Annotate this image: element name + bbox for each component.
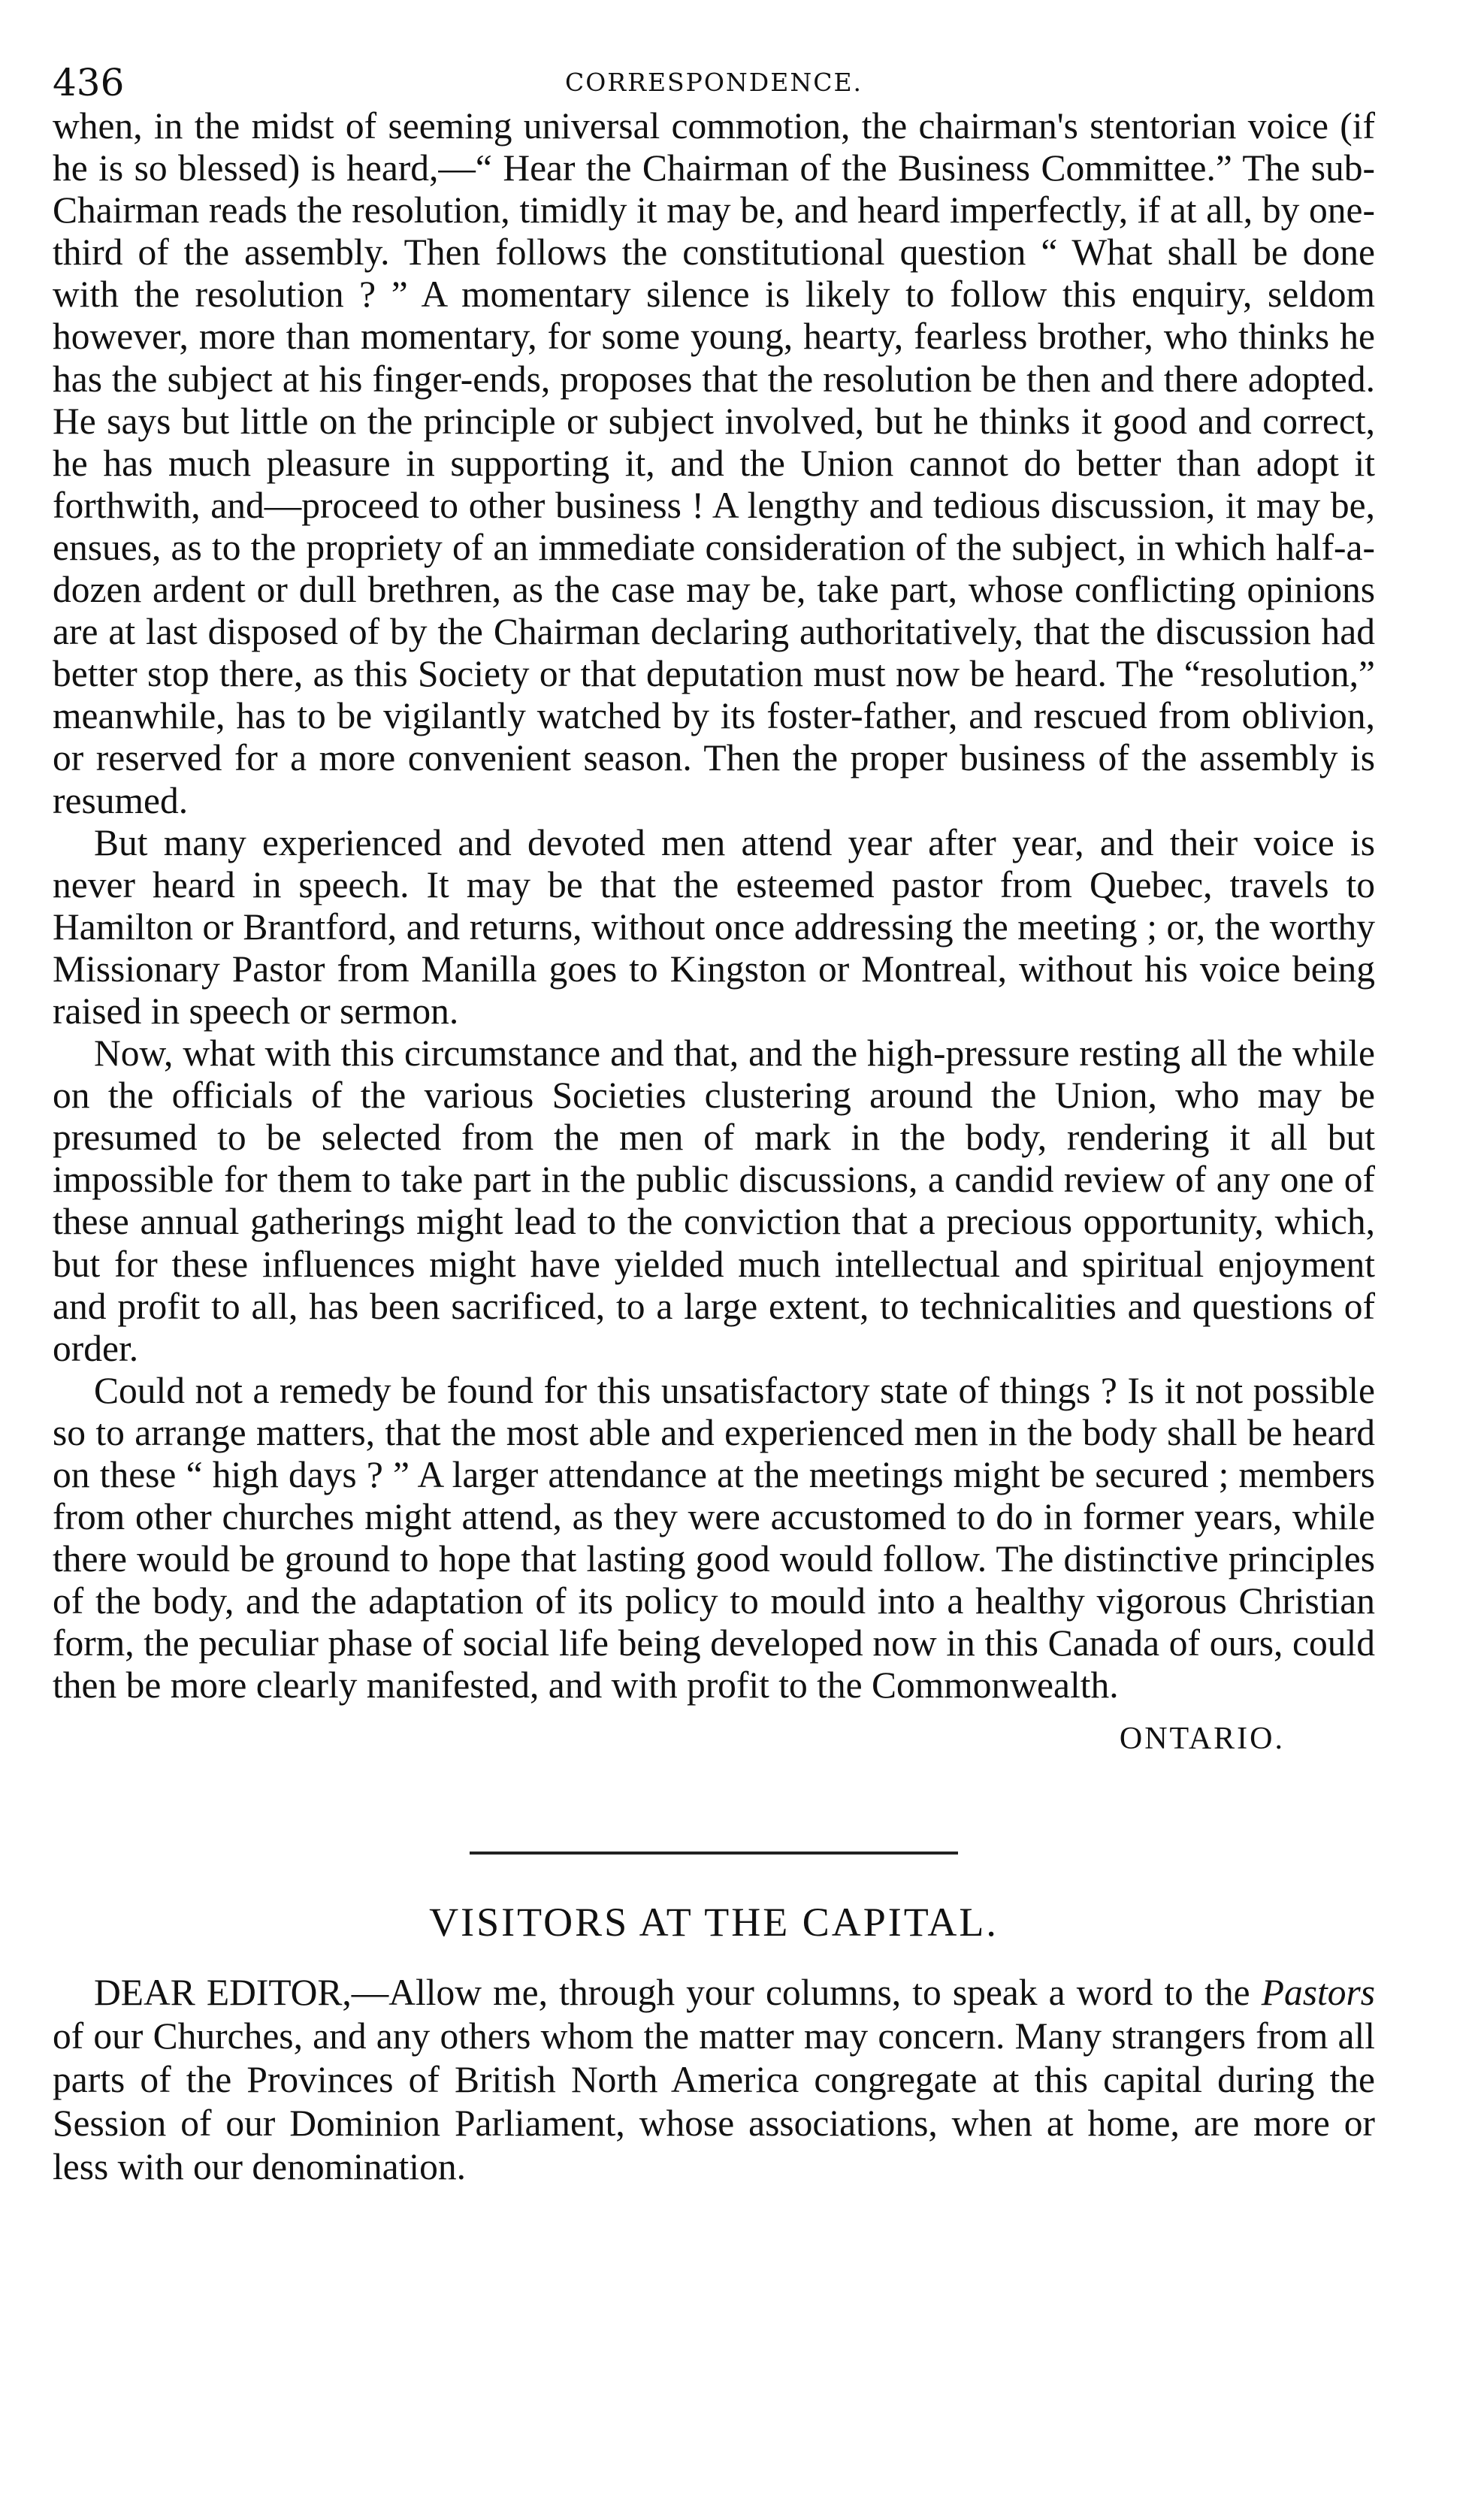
signature: ONTARIO. bbox=[1119, 1721, 1285, 1756]
running-head: CORRESPONDENCE. bbox=[564, 68, 863, 97]
salutation: DEAR EDITOR, bbox=[94, 1971, 352, 2013]
section-title: VISITORS AT THE CAPITAL. bbox=[429, 1899, 999, 1945]
paragraph-2: But many experienced and devoted men attend year after year, and their voice is never heard in speech. It may be that the esteemed pastor from Quebec, travels to Hamilton or Brantford, and returns, without once addressing the meeting ; or, the worthy Missionary Pastor from Manilla goes to Kingston or Montreal, without his voice being raised in speech or sermon. bbox=[53, 821, 1375, 1032]
page bbox=[53, 30, 1375, 2189]
letter-text-part2: of our Churches, and any others whom the matter may concern. Many strangers from all parts of the Provinces of British North America congregate at this capital during the Session of our Dominion Parliament, whose associations, when at home, are more or less with our denomination. bbox=[53, 2015, 1375, 2187]
paragraph-1: when, in the midst of seeming universal commotion, the chairman's stentorian voice (if he is so blessed) is heard,—“ Hear the Chairman of the Business Committee.” The sub-Chairman reads the resolution, timidly it may be, and heard imperfectly, if at all, by one-third of the assembly. Then follows the constitutional question “ What shall be done with the resolution ? ” A momentary silence is likely to follow this enquiry, seldom however, more than momentary, for some young, hearty, fearless brother, who thinks he has the subject at his finger-ends, proposes that the resolution be then and there adopted. He says but little on the principle or subject involved, but he thinks it good and correct, he has much pleasure in supporting it, and the Union cannot do better than adopt it forthwith, and—proceed to other business ! A lengthy and tedious discussion, it may be, ensues, as to the propriety of an immediate consideration of the subject, in which half-a-dozen ardent or dull brethren, as the case may be, take part, whose conflicting opinions are at last disposed of by the Chairman declaring authoritatively, that the discussion had better stop there, as this Society or that deputation must now be heard. The “resolution,” meanwhile, has to be vigilantly watched by its foster-father, and rescued from oblivion, or reserved for a more convenient season. Then the proper business of the assembly is resumed. bbox=[53, 105, 1375, 821]
letter-text-part1: —Allow me, through your columns, to speak a word to the bbox=[351, 1971, 1262, 2013]
article-body bbox=[53, 105, 1375, 1707]
paragraph-3: Now, what with this circumstance and that, and the high-pressure resting all the while on the officials of the various Societies clustering around the Union, who may be presumed to be selected from the men of mark in the body, rendering it all but impossible for them to take part in the public discussions, a candid review of any one of these annual gatherings might lead to the conviction that a precious opportunity, which, but for these influences might have yielded much intellectual and spiritual enjoyment and profit to all, has been sacrificed, to a large extent, to technicalities and questions of order. bbox=[53, 1032, 1375, 1369]
section-divider bbox=[470, 1852, 958, 1855]
letter-paragraph bbox=[53, 1971, 1375, 2189]
paragraph-4: Could not a remedy be found for this unsatisfactory state of things ? Is it not possible so to arrange matters, that the most able and experienced men in the body shall be heard on these “ high days ? ” A larger attendance at the meetings might be secured ; members from other churches might attend, as they were accustomed to do in former years, while there would be ground to hope that lasting good would follow. The distinctive principles of the body, and the adaptation of its policy to mould into a healthy vigorous Christian form, the peculiar phase of social life being developed now in this Canada of ours, could then be more clearly manifested, and with profit to the Commonwealth. bbox=[53, 1369, 1375, 1706]
page-header bbox=[53, 30, 1375, 105]
page-number: 436 bbox=[53, 61, 125, 104]
italic-word: Pastors bbox=[1261, 1971, 1375, 2013]
